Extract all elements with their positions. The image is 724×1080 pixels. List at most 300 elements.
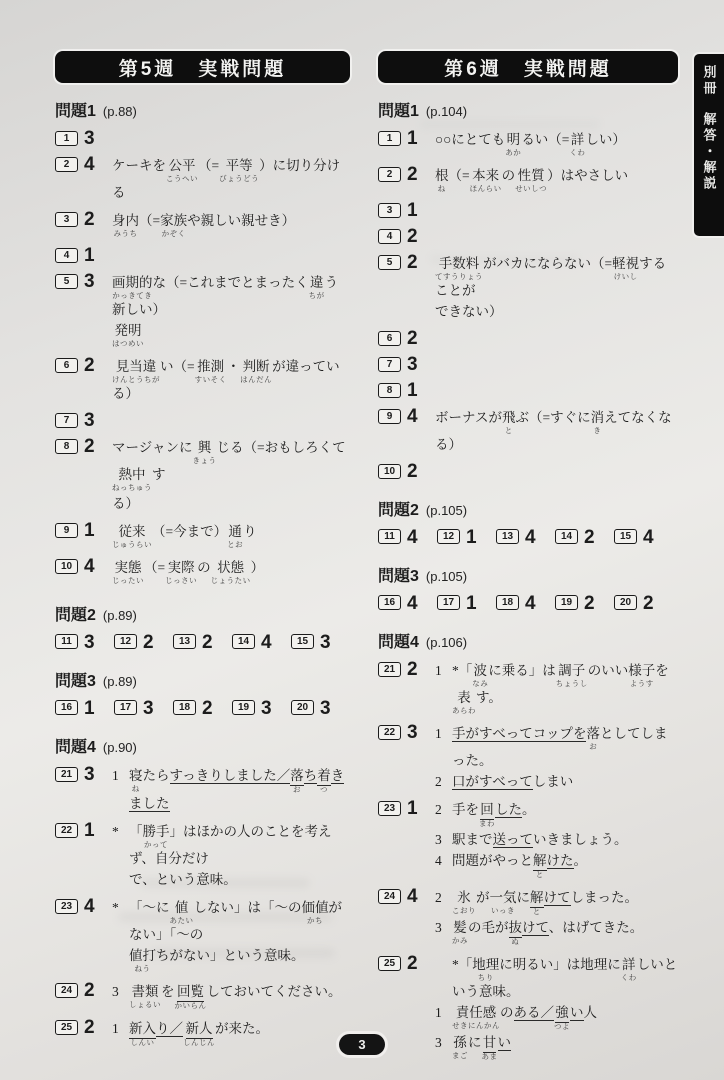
word-text: 着 [317, 766, 331, 786]
answer-grid-cell [291, 698, 350, 719]
answer-grid-cell [291, 632, 350, 653]
word-text: しまい [532, 774, 574, 789]
answer-item [378, 128, 678, 159]
word-text: の [500, 1005, 514, 1020]
word-text: 髪 [453, 920, 467, 935]
word-text: や親しい親せき） [187, 213, 296, 228]
section-page-ref: (p.89) [102, 608, 137, 623]
word-text: たら [142, 768, 170, 783]
word-text: 本来 [472, 168, 500, 183]
answer-grid-cell [55, 698, 114, 719]
word-text: えてなくなる） [435, 410, 672, 452]
word-text: の [197, 560, 211, 575]
section-title: 問題2 [55, 607, 96, 624]
answer-explanation [435, 659, 678, 717]
answer-item [378, 886, 678, 948]
section-page-ref: (p.89) [102, 674, 137, 689]
furigana: きょう [192, 456, 217, 465]
question-number-box: 24 [378, 889, 401, 904]
section-page-ref: (p.88) [102, 104, 137, 119]
answer-explanation [112, 209, 350, 240]
choice-number: 1 [435, 663, 442, 678]
word-text: い（= [160, 359, 195, 374]
answer-grid-cell [114, 698, 173, 719]
question-number-box: 22 [55, 823, 78, 838]
furigana: しんい [130, 1038, 155, 1047]
word-text: けて [543, 890, 571, 905]
ruby-word [435, 166, 449, 193]
word-text: （= [144, 560, 166, 575]
question-number-box: 10 [378, 464, 401, 479]
word-text: が来た。 [215, 1021, 269, 1036]
answer-value: 2 [584, 593, 595, 614]
word-text: り／ [156, 1021, 183, 1036]
answer-item [378, 461, 678, 482]
line-text [435, 254, 678, 300]
answer-explanation [112, 1017, 350, 1049]
answer-value: 2 [584, 527, 595, 548]
furigana: ねっちゅう [112, 483, 152, 492]
answer-explanation [435, 164, 678, 195]
question-number-box: 13 [496, 529, 519, 544]
choice-number: * [112, 900, 119, 915]
ruby-word [533, 851, 547, 879]
furigana: あま [481, 1052, 498, 1061]
furigana: お [292, 785, 301, 794]
word-text: 平等 [225, 158, 253, 173]
word-text: ）はやさしい [547, 168, 629, 183]
furigana: つ [319, 785, 328, 794]
text-line [435, 918, 678, 946]
ruby-word [472, 955, 499, 982]
text-line [435, 800, 678, 828]
answer-value: 2 [407, 164, 418, 185]
answer-value: 4 [407, 527, 418, 548]
text-line [435, 888, 678, 916]
answer-item [378, 200, 678, 221]
word-text: 熱中 [118, 467, 146, 482]
choice-number: 2 [435, 802, 442, 817]
word-text: 消 [590, 410, 605, 425]
furigana: まご [452, 1051, 468, 1060]
line-text [452, 955, 678, 1001]
word-text: しいという意味。 [452, 957, 678, 999]
word-text: のいい [587, 663, 629, 678]
ruby-word [112, 273, 153, 300]
word-text: ケーキを [112, 158, 166, 173]
word-text: 家族 [160, 213, 188, 228]
line-text [452, 851, 678, 879]
line-text [112, 522, 350, 549]
answer-value: 2 [407, 252, 418, 273]
word-text: がバカにならない（= [483, 256, 613, 271]
ruby-word [470, 166, 502, 193]
answer-value: 2 [84, 355, 95, 376]
choice-number: 2 [435, 890, 442, 905]
ruby-word [502, 408, 516, 435]
line-text [129, 898, 350, 944]
answer-value: 4 [643, 527, 654, 548]
answer-value: 4 [261, 632, 272, 653]
furigana: じったい [112, 576, 144, 585]
question-number-box: 12 [114, 634, 137, 649]
word-text: を [161, 984, 175, 999]
answer-value: 1 [407, 200, 418, 221]
line-text [452, 830, 678, 849]
choice-number: 1 [435, 726, 442, 741]
word-text: 勝手 [142, 824, 170, 839]
side-tab-label-kaitou-kaisetsu: 解答・解説 [701, 112, 717, 192]
ruby-word [192, 438, 216, 465]
text-line [435, 772, 678, 791]
answer-item [378, 354, 678, 375]
furigana: ねう [134, 964, 151, 973]
word-text: 回 [480, 800, 494, 820]
furigana: くわ [620, 973, 637, 982]
ruby-word [591, 408, 605, 435]
section-title: 問題2 [378, 502, 419, 519]
word-text: 手がすべってコップを [452, 726, 587, 741]
answer-item [55, 556, 350, 587]
line-text [112, 156, 350, 202]
answer-grid-cell [614, 527, 673, 548]
question-number-box: 14 [555, 529, 578, 544]
word-text: 人 [583, 1005, 597, 1020]
answer-grid-cell [378, 593, 437, 614]
question-number-box: 9 [55, 523, 78, 538]
section-title: 問題1 [378, 103, 419, 120]
section-mondai1 [55, 98, 350, 587]
word-text: できない） [435, 304, 503, 319]
question-number-box: 12 [437, 529, 460, 544]
week6-body [378, 98, 678, 1063]
line-text [435, 166, 678, 193]
word-text: がない」「〜の [129, 900, 342, 942]
answer-item [55, 896, 350, 975]
question-number-box: 2 [55, 157, 78, 172]
text-line [435, 851, 678, 879]
answer-grid-cell [378, 527, 437, 548]
answer-explanation [435, 886, 678, 948]
question-number-box: 13 [173, 634, 196, 649]
text-line [112, 982, 350, 1010]
answer-item [378, 380, 678, 401]
answer-value: 1 [407, 380, 418, 401]
word-text: しまった。 [570, 890, 638, 905]
answer-value: 2 [407, 226, 418, 247]
section-mondai1 [378, 98, 678, 482]
question-number-box: 15 [614, 529, 637, 544]
question-number-box: 16 [378, 595, 401, 610]
word-text: しい） [585, 132, 626, 147]
choice-number: 1 [112, 1021, 119, 1036]
section-title: 問題1 [55, 103, 96, 120]
text-line [112, 558, 350, 585]
question-number-box: 20 [291, 700, 314, 715]
word-text: 詳 [570, 132, 585, 147]
answer-value: 4 [525, 527, 536, 548]
line-text [112, 558, 350, 585]
word-text: 解 [530, 888, 544, 908]
text-line [112, 822, 350, 868]
answer-columns [55, 51, 678, 1068]
question-number-box: 7 [55, 413, 78, 428]
word-text: 見当違 [115, 359, 157, 374]
word-text: り [243, 524, 257, 539]
word-text: 寝 [129, 768, 143, 783]
answer-grid-row [55, 698, 350, 719]
choice-number: 1 [112, 768, 119, 783]
question-number-box: 4 [55, 248, 78, 263]
furigana: ちり [477, 973, 494, 982]
question-number-box: 16 [55, 700, 78, 715]
word-text: 手数料 [438, 256, 480, 271]
ruby-word [569, 130, 585, 157]
text-line [112, 766, 350, 813]
section-heading [55, 668, 350, 691]
ruby-word [479, 800, 495, 828]
ruby-word [509, 918, 523, 946]
answer-grid-cell [437, 593, 496, 614]
ruby-word [530, 888, 544, 916]
ruby-word [586, 724, 600, 751]
answer-value: 3 [143, 698, 154, 719]
furigana: びょうどう [219, 174, 260, 183]
answer-grid-cell [555, 593, 614, 614]
text-line [435, 830, 678, 849]
line-text [112, 211, 350, 238]
furigana: こうへい [166, 174, 198, 183]
answer-value: 1 [407, 128, 418, 149]
answer-explanation [435, 226, 678, 228]
furigana: つよ [554, 1022, 570, 1031]
question-number-box: 23 [378, 801, 401, 816]
text-line [112, 438, 350, 492]
ruby-word [112, 357, 160, 384]
answer-explanation [112, 556, 350, 587]
answer-explanation [435, 461, 678, 463]
answer-item [55, 209, 350, 240]
question-number-box: 21 [55, 767, 78, 782]
word-text: 孫 [453, 1035, 467, 1050]
week6-column [378, 51, 678, 1068]
question-number-box: 8 [378, 383, 401, 398]
furigana: かち [307, 916, 323, 925]
question-number-box: 3 [55, 212, 78, 227]
furigana: せいしつ [515, 184, 548, 193]
furigana: ね [437, 184, 446, 193]
choice-number: 2 [435, 774, 442, 789]
answer-grid-cell [173, 632, 232, 653]
answer-explanation [112, 271, 350, 350]
word-text: 。 [573, 853, 587, 868]
furigana: てすうりょう [435, 272, 483, 281]
word-text: 地理 [472, 957, 500, 972]
line-text [129, 982, 350, 1010]
answer-value: 2 [84, 436, 95, 457]
answer-item [55, 271, 350, 350]
answer-value: 3 [84, 271, 95, 292]
line-text [452, 1003, 678, 1031]
text-line [112, 156, 350, 202]
furigana: ようす [629, 679, 654, 688]
word-text: ○○にとても [435, 132, 506, 147]
word-text: 値 [174, 900, 189, 915]
word-text: 新人 [186, 1019, 213, 1039]
answer-item [378, 953, 678, 1063]
word-text: るい（= [521, 132, 570, 147]
line-text [129, 822, 350, 868]
ruby-word [612, 254, 639, 281]
answer-value: 2 [407, 953, 418, 974]
section-heading [378, 629, 678, 652]
answer-value: 3 [84, 128, 95, 149]
text-line [112, 321, 350, 348]
word-text: （= [139, 213, 161, 228]
ruby-word [143, 822, 170, 849]
line-text [435, 130, 678, 157]
ruby-word [211, 558, 251, 585]
ruby-word [452, 918, 468, 945]
answer-grid-cell [614, 593, 673, 614]
answer-value: 2 [84, 209, 95, 230]
word-text: ボーナスが [435, 410, 502, 425]
answer-value: 2 [407, 659, 418, 680]
word-text: ある／ [513, 1005, 554, 1020]
furigana: なみ [472, 679, 489, 688]
word-text: （=今まで） [152, 524, 228, 539]
answer-value: 2 [643, 593, 654, 614]
question-number-box: 23 [55, 899, 78, 914]
word-text: 違 [309, 275, 324, 290]
answer-explanation [435, 354, 678, 356]
section-page-ref: (p.104) [425, 104, 468, 119]
ruby-word [290, 766, 304, 794]
ruby-word [628, 661, 655, 688]
section-heading [55, 98, 350, 121]
question-number-box: 1 [378, 131, 401, 146]
furigana: じゅうらい [112, 540, 152, 549]
furigana: はんだん [240, 375, 273, 384]
side-tab-supplement [694, 54, 724, 236]
section-mondai3 [378, 563, 678, 614]
answer-value: 3 [84, 410, 95, 431]
answer-value: 3 [320, 698, 331, 719]
section-page-ref: (p.105) [425, 503, 468, 518]
furigana: お [589, 742, 598, 751]
question-number-box: 5 [378, 255, 401, 270]
furigana: ちょうし [555, 679, 588, 688]
answer-item [378, 722, 678, 793]
answer-value: 4 [407, 593, 418, 614]
answer-grid-cell [114, 632, 173, 653]
furigana: しょるい [129, 1000, 161, 1009]
ruby-word [112, 558, 144, 585]
answer-item [55, 820, 350, 891]
word-text: 身内 [112, 213, 139, 228]
word-text: 口がすべって [452, 774, 533, 789]
ruby-word [515, 166, 547, 193]
word-text: ）に切り分ける [112, 158, 341, 200]
answer-item [378, 164, 678, 195]
answer-value: 3 [84, 764, 95, 785]
week5-body [55, 98, 350, 1049]
word-text: 実際 [167, 560, 195, 575]
question-number-box: 22 [378, 725, 401, 740]
word-text: 抜 [509, 918, 523, 938]
word-text: 問題がやっと [452, 853, 533, 868]
furigana: き [593, 426, 602, 435]
answer-grid-cell [555, 527, 614, 548]
answer-grid-row [378, 593, 678, 614]
word-text: の毛が [468, 920, 509, 935]
ruby-word [452, 688, 476, 715]
line-text [452, 800, 678, 828]
word-text: 明 [506, 132, 521, 147]
answer-value: 1 [84, 698, 95, 719]
question-number-box: 20 [614, 595, 637, 610]
ruby-word [160, 211, 187, 238]
section-title: 問題4 [55, 739, 96, 756]
question-number-box: 4 [378, 229, 401, 244]
line-text [112, 321, 350, 348]
word-text: に [468, 1035, 482, 1050]
ruby-word [170, 898, 194, 925]
answer-item [378, 226, 678, 247]
ruby-word [621, 955, 637, 982]
text-line [435, 166, 678, 193]
word-text: 表 [457, 690, 471, 705]
answer-grid-row [55, 632, 350, 653]
word-text: いきましょう。 [533, 832, 628, 847]
line-text [452, 888, 678, 916]
side-tab-label-bessatsu: 別冊 [701, 65, 717, 97]
answer-item [378, 659, 678, 717]
answer-value: 3 [261, 698, 272, 719]
furigana: こおり [452, 906, 476, 915]
line-text [129, 870, 350, 889]
furigana: みうち [113, 229, 138, 238]
word-text: 様子 [628, 663, 656, 678]
word-text: 発明 [114, 323, 142, 338]
text-line [112, 898, 350, 944]
answer-explanation [435, 798, 678, 881]
answer-item [55, 980, 350, 1012]
answer-value: 1 [84, 520, 95, 541]
ruby-word [175, 982, 207, 1010]
line-text [452, 661, 678, 715]
ruby-word [482, 1033, 498, 1061]
choice-number: 3 [435, 1035, 442, 1050]
answer-explanation [112, 820, 350, 891]
word-text: 手を [452, 802, 479, 817]
answer-value: 4 [84, 556, 95, 577]
word-text: 新入 [129, 1019, 156, 1039]
answer-grid-cell [232, 632, 291, 653]
section-page-ref: (p.105) [425, 569, 468, 584]
ruby-word [165, 558, 197, 585]
page-number: 3 [339, 1034, 385, 1055]
answer-value: 2 [202, 698, 213, 719]
question-number-box: 3 [378, 203, 401, 218]
ruby-word [472, 661, 488, 688]
word-text: 詳 [622, 957, 636, 972]
ruby-word [112, 321, 144, 348]
word-text: 回覧 [177, 982, 204, 1002]
answer-explanation [112, 128, 350, 130]
question-number-box: 1 [55, 131, 78, 146]
answer-value: 2 [143, 632, 154, 653]
